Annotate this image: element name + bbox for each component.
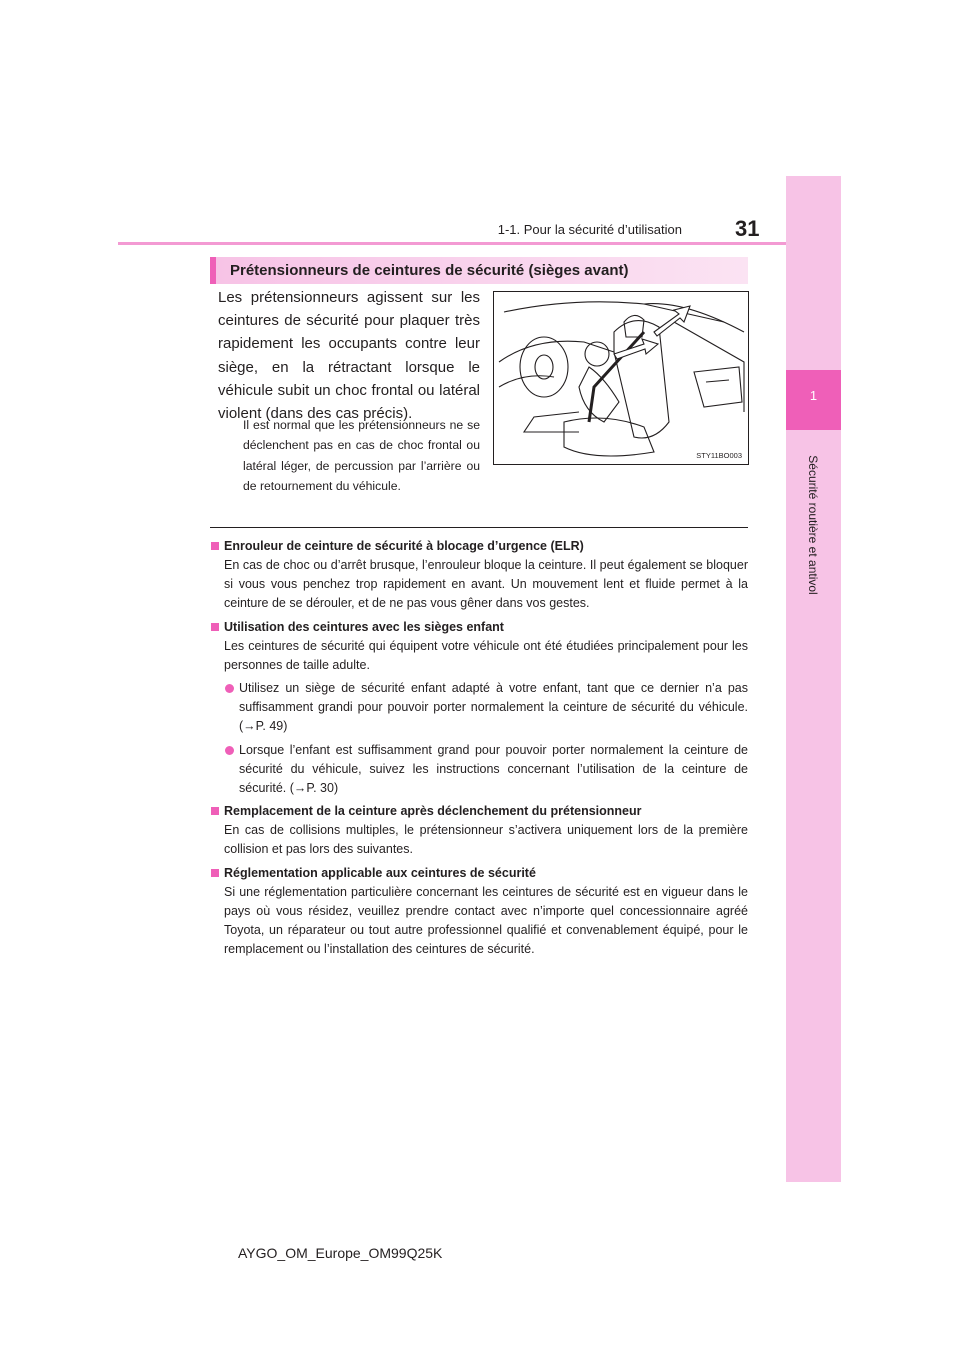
- running-head: 1-1. Pour la sécurité d’utilisation: [497, 222, 682, 237]
- section-title-bar: [210, 257, 748, 284]
- note-elr: [210, 537, 748, 614]
- car-interior-drawing: [494, 292, 749, 465]
- door-handle: [706, 380, 729, 382]
- chapter-title: Sécurité routière et antivol: [806, 455, 820, 595]
- notes-list: [210, 537, 748, 963]
- page-number: 31: [735, 216, 760, 241]
- note-regulation-title: Réglementation applicable aux ceintures de sécurité: [210, 864, 748, 883]
- seat-cushion: [564, 418, 654, 456]
- note-replacement: [210, 802, 748, 859]
- intro-paragraph: Les prétensionneurs agissent sur les ceintures de sécurité pour plaquer très rapidement les occupants contre leur siège, en la rétractant lorsque le véhicule subit un choc frontal ou latéral violent (dans des cas précis).: [218, 289, 480, 423]
- seat-belt: [589, 332, 644, 422]
- note-children-bullet-1: Utilisez un siège de sécurité enfant adapté à votre enfant, tant que ce dernier n’a pas suffisamment grandi pour pouvoir porter normalement la ceinture de sécurité du véhicule. (→P. 49): [224, 679, 748, 737]
- chapter-number: 1: [809, 388, 818, 403]
- occupant-head: [585, 342, 609, 366]
- occupant-torso: [579, 367, 619, 422]
- chapter-sidebar: [786, 176, 841, 1182]
- door-panel: [694, 367, 742, 407]
- intro-note: Il est normal que les prétensionneurs ne se déclenchent pas en cas de choc frontal ou latéral léger, de percussion par l’arrière ou de retournement du véhicule.: [243, 418, 480, 494]
- occupant-legs: [524, 412, 579, 432]
- note-children-title: Utilisation des ceintures avec les sièges enfant: [210, 618, 748, 637]
- note-replacement-body: En cas de collisions multiples, le prétensionneur s’activera uniquement lors de la première collision et pas lors des suivantes.: [224, 823, 748, 857]
- note-regulation: [210, 864, 748, 960]
- note-elr-title: Enrouleur de ceinture de sécurité à blocage d’urgence (ELR): [210, 537, 748, 556]
- windshield-line: [504, 302, 724, 322]
- steering-wheel: [520, 337, 568, 397]
- figure-code: STY11BO003: [696, 451, 742, 460]
- note-children-bullet-2: Lorsque l’enfant est suffisamment grand pour pouvoir porter normalement la ceinture de sécurité du véhicule, suivez les instructions concernant l’utilisation de la ceinture de sécurité. (→P. 30): [224, 741, 748, 799]
- section-title: Prétensionneurs de ceintures de sécurité (sièges avant): [230, 262, 629, 279]
- note-regulation-body: Si une réglementation particulière concernant les ceintures de sécurité est en vigueur dans le pays où vous résidez, veuillez prendre contact avec n’importe quel concessionnaire agréé Toyota, un réparateur ou tout autre professionnel qualifié et convenablement équipé, pour le remplacement ou l’installation des ceintures de sécurité.: [224, 884, 748, 957]
- door-frame: [674, 322, 744, 412]
- dashboard: [499, 341, 614, 362]
- note-children-body: Les ceintures de sécurité qui équipent votre véhicule ont été étudiées principalement pour les personnes de taille adulte.: [224, 638, 748, 672]
- note-children: [210, 618, 748, 799]
- pretensioner-illustration: [493, 291, 749, 465]
- document-code: AYGO_OM_Europe_OM99Q25K: [238, 1245, 443, 1261]
- dashboard-lower: [499, 376, 554, 387]
- header-rule: [118, 242, 786, 245]
- note-replacement-title: Remplacement de la ceinture après déclenchement du prétensionneur: [210, 802, 748, 821]
- note-elr-body: En cas de choc ou d’arrêt brusque, l’enrouleur bloque la ceinture. Il peut également se bloquer si vous vous penchez trop rapidement en avant. Un mouvement lent et fluide permet à la ceinture de se dérouler, et de ne pas vous gêner dans vos gestes.: [224, 558, 748, 611]
- section-divider: [210, 527, 748, 528]
